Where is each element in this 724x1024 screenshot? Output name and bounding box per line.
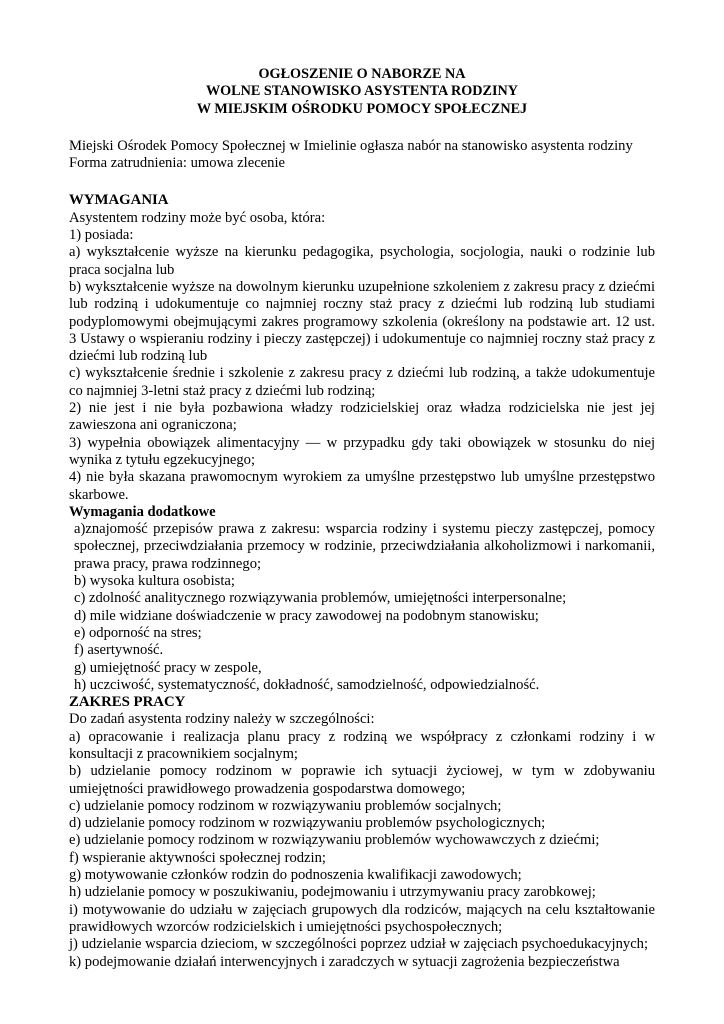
additional-item: d) mile widziane doświadczenie w pracy zawodowej na podobnym stanowisku;: [74, 607, 539, 624]
additional-item: f) asertywność.: [74, 642, 164, 659]
scope-item: b) udzielanie pomocy rodzinom w poprawie ich sytuacji życiowej, w tym w zdobywaniu umiejętności prawidłowego prowadzenia gospodarstwa domowego;: [69, 763, 655, 797]
intro-line-2: Forma zatrudnienia: umowa zlecenie: [69, 155, 285, 172]
requirement-item: b) wykształcenie wyższe na dowolnym kierunku uzupełnione szkoleniem z zakresu pracy z dziećmi lub rodziną i udokumentuje co najmniej roczny staż pracy z dziećmi lub rodziną lub studiami podyplomowymi obejmującymi zakres programowy szkolenia (określony na podstawie art. 12 ust. 3 Ustawy o wspieraniu rodziny i pieczy zastępczej) i udokumentuje co najmniej roczny staż pracy z dziećmi lub rodziną lub: [69, 278, 655, 365]
additional-requirements-section: [69, 504, 655, 694]
title-line-2: WOLNE STANOWISKO ASYSTENTA RODZINY: [205, 83, 519, 100]
additional-heading: Wymagania dodatkowe: [69, 503, 216, 520]
scope-item: a) opracowanie i realizacja planu pracy z rodziną we współpracy z członkami rodziny i w konsultacji z pracownikiem socjalnym;: [69, 728, 655, 762]
title-line-3: W MIEJSKIM OŚRODKU POMOCY SPOŁECZNEJ: [196, 100, 528, 117]
scope-item: g) motywowanie członków rodzin do podnoszenia kwalifikacji zawodowych;: [69, 867, 522, 884]
intro-line-1: Miejski Ośrodek Pomocy Społecznej w Imielinie ogłasza nabór na stanowisko asystenta rodziny: [69, 137, 633, 154]
requirement-item: a) wykształcenie wyższe na kierunku pedagogika, psychologia, socjologia, nauki o rodzinie lub praca socjalna lub: [69, 244, 655, 278]
additional-item: h) uczciwość, systematyczność, dokładność, samodzielność, odpowiedzialność.: [74, 676, 540, 693]
scope-item: i) motywowanie do udziału w zajęciach grupowych dla rodziców, mających na celu kształtowanie prawidłowych wzorców rodzicielskich i umiejętności psychospołecznych;: [69, 901, 655, 935]
scope-lead: Do zadań asystenta rodziny należy w szczególności:: [69, 711, 375, 728]
scope-item: k) podejmowanie działań interwencyjnych i zaradczych w sytuacji zagrożenia bezpieczeństwa: [69, 953, 620, 970]
additional-item: b) wysoka kultura osobista;: [74, 573, 235, 590]
requirement-item: 2) nie jest i nie była pozbawiona władzy rodzicielskiej oraz władza rodzicielska nie jest jej zawieszona ani ograniczona;: [69, 400, 655, 434]
requirements-lead: Asystentem rodziny może być osoba, która:: [69, 209, 326, 226]
additional-item: g) umiejętność pracy w zespole,: [74, 659, 262, 676]
scope-item: f) wspieranie aktywności społecznej rodzin;: [69, 849, 326, 866]
scope-item: j) udzielanie wsparcia dzieciom, w szczególności poprzez udział w zajęciach psychoedukacyjnych;: [69, 936, 649, 953]
intro: [69, 138, 655, 173]
scope-item: e) udzielanie pomocy rodzinom w rozwiązywaniu problemów wychowawczych z dziećmi;: [69, 832, 600, 849]
requirements-heading: WYMAGANIA: [69, 192, 169, 209]
requirement-item: c) wykształcenie średnie i szkolenie z zakresu pracy z dziećmi lub rodziną, a także udokumentuje co najmniej 3-letni staż pracy z dziećmi lub rodziną;: [69, 365, 655, 399]
scope-heading: ZAKRES PRACY: [69, 694, 186, 711]
scope-item: c) udzielanie pomocy rodzinom w rozwiązywaniu problemów socjalnych;: [69, 797, 502, 814]
additional-item: c) zdolność analitycznego rozwiązywania problemów, umiejętności interpersonalne;: [74, 590, 567, 607]
requirements-section: [69, 192, 655, 503]
title-line-1: OGŁOSZENIE O NABORZE NA: [258, 66, 466, 82]
document-title: [69, 66, 655, 118]
requirement-item: 3) wypełnia obowiązek alimentacyjny — w przypadku gdy taki obowiązek w stosunku do niej wynika z tytułu egzekucyjnego;: [69, 434, 655, 468]
requirement-item: 4) nie była skazana prawomocnym wyrokiem za umyślne przestępstwo lub umyślne przestępstwo skarbowe.: [69, 469, 655, 503]
additional-item: a)znajomość przepisów prawa z zakresu: wsparcia rodziny i systemu pieczy zastępczej, pomocy społecznej, przeciwdziałania przemocy w rodzinie, przeciwdziałania alkoholizmowi i narkomanii, prawa pracy, prawa rodzinnego;: [74, 521, 655, 572]
scope-item: d) udzielanie pomocy rodzinom w rozwiązywaniu problemów psychologicznych;: [69, 815, 546, 832]
document-page: [69, 66, 655, 971]
scope-section: [69, 694, 655, 971]
scope-item: h) udzielanie pomocy w poszukiwaniu, podejmowaniu i utrzymywaniu pracy zarobkowej;: [69, 884, 596, 901]
requirements-point-1: 1) posiada:: [69, 227, 134, 244]
additional-item: e) odporność na stres;: [74, 624, 202, 641]
